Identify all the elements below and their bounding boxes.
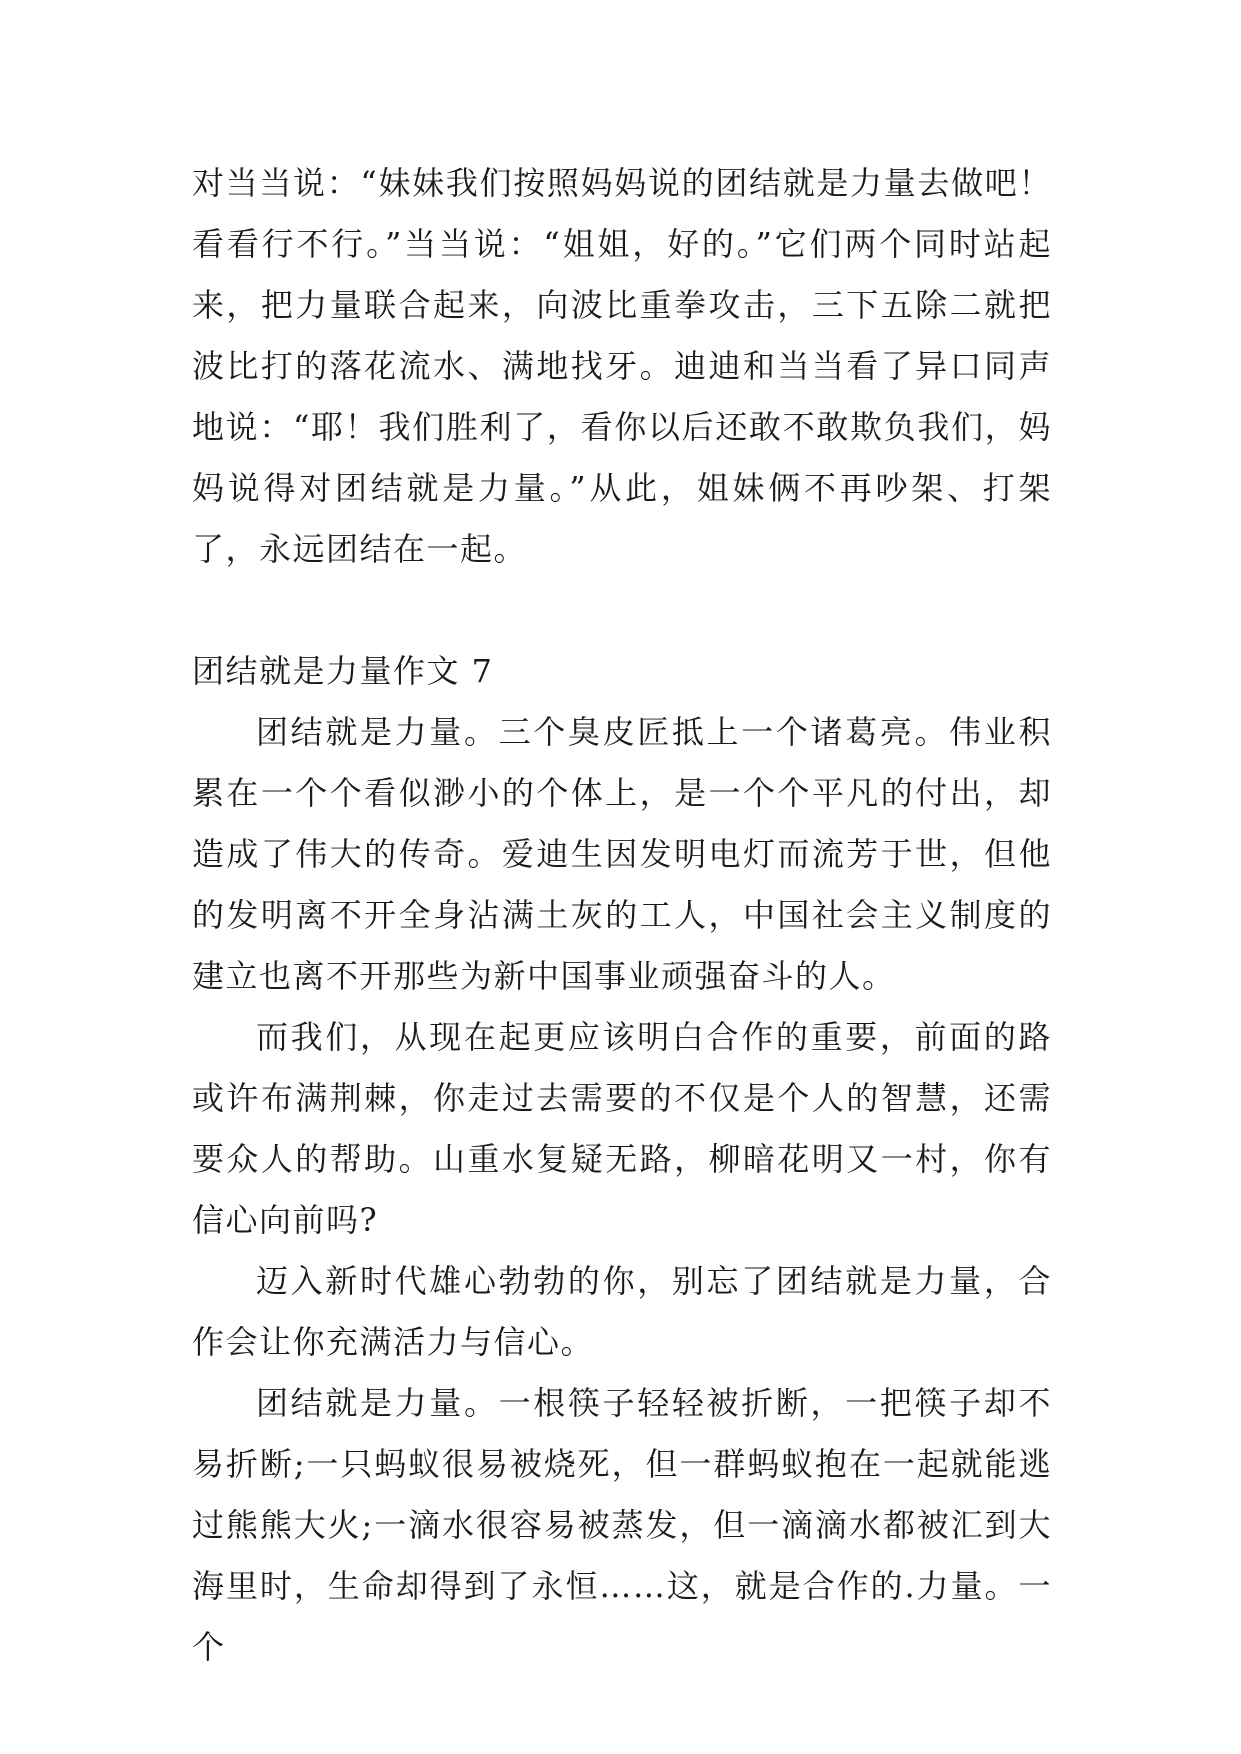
opening-paragraph: 对当当说：“妹妹我们按照妈妈说的团结就是力量去做吧！看看行不行。”当当说：“姐姐，好的。”它们两个同时站起来，把力量联合起来，向波比重拳攻击，三下五除二就把波比打的落花流水、满地找牙。迪迪和当当看了异口同声地说：“耶！我们胜利了，看你以后还敢不敢欺负我们，妈妈说得对团结就是力量。”从此，姐妹俩不再吵架、打架了，永远团结在一起。 xyxy=(192,164,1052,568)
section-title: 团结就是力量作文 7 xyxy=(192,652,494,690)
document-body xyxy=(192,153,1052,1678)
section-spacer xyxy=(192,580,1052,641)
body-paragraph: 而我们，从现在起更应该明白合作的重要，前面的路或许布满荆棘，你走过去需要的不仅是个人的智慧，还需要众人的帮助。山重水复疑无路，柳暗花明又一村，你有信心向前吗? xyxy=(192,1018,1052,1239)
body-paragraph: 迈入新时代雄心勃勃的你，别忘了团结就是力量，合作会让你充满活力与信心。 xyxy=(192,1262,1052,1361)
body-paragraph: 团结就是力量。三个臭皮匠抵上一个诸葛亮。伟业积累在一个个看似渺小的个体上，是一个个平凡的付出，却造成了伟大的传奇。爱迪生因发明电灯而流芳于世，但他的发明离不开全身沾满土灰的工人，中国社会主义制度的建立也离不开那些为新中国事业顽强奋斗的人。 xyxy=(192,713,1052,995)
body-paragraph: 团结就是力量。一根筷子轻轻被折断，一把筷子却不易折断;一只蚂蚁很易被烧死，但一群蚂蚁抱在一起就能逃过熊熊大火;一滴水很容易被蒸发，但一滴滴水都被汇到大海里时，生命却得到了永恒……这，就是合作的.力量。一个 xyxy=(192,1384,1052,1666)
